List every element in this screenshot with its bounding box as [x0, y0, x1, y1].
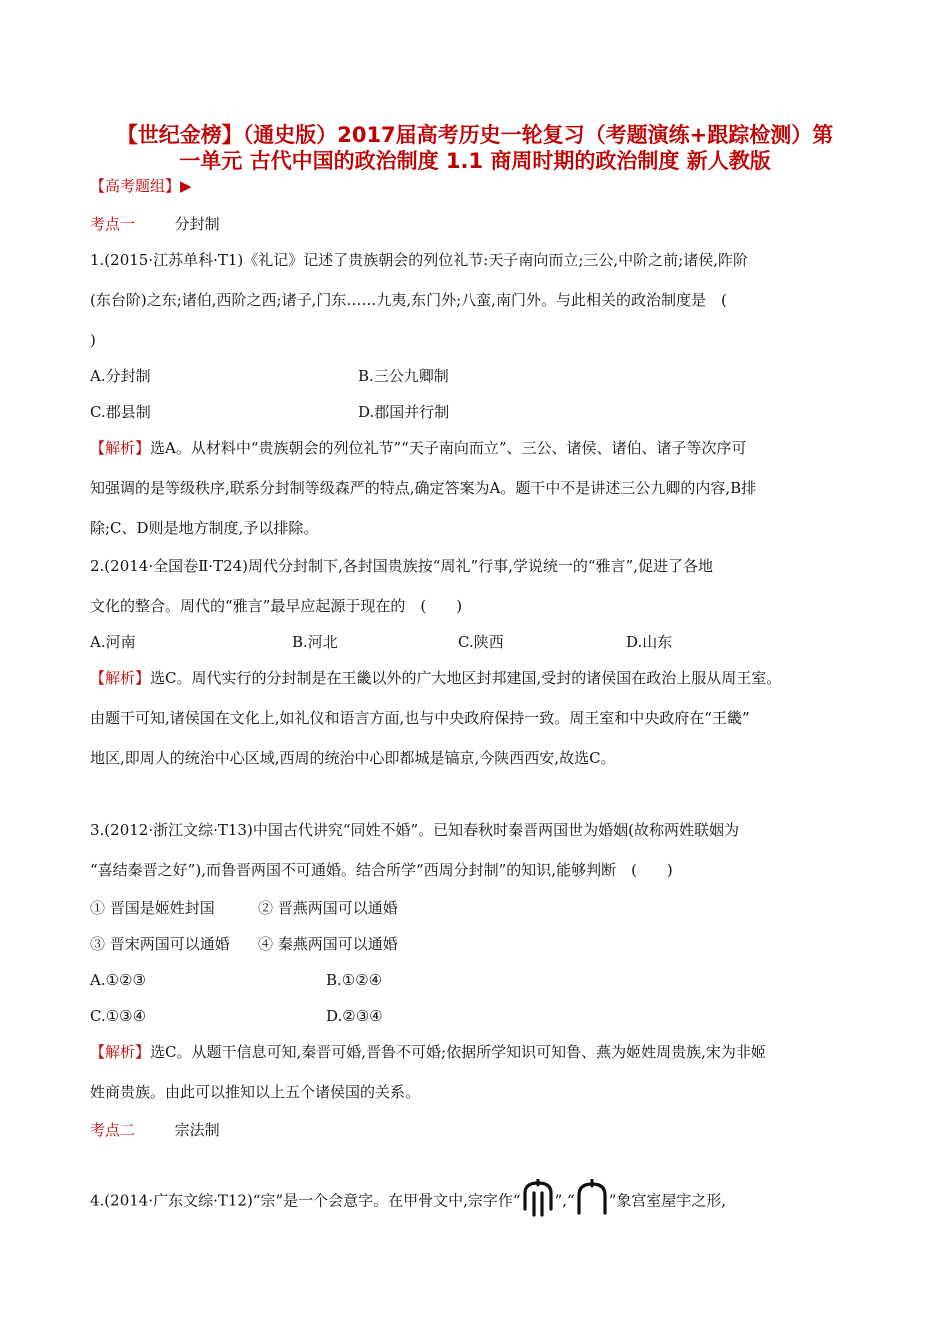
q1-analysis-text-1: 选A。从材料中“贵族朝会的列位礼节”“天子南向而立”、三公、诸侯、诸伯、诸子等次序可 — [150, 439, 747, 457]
q1-stem-line-1: 1.(2015·江苏单科·T1)《礼记》记述了贵族朝会的列位礼节:天子南向而立;三公,中阶之前;诸侯,阼阶 — [90, 251, 748, 269]
kaodian-2-label: 考点二 — [90, 1121, 136, 1139]
q1-option-b: B.三公九卿制 — [358, 367, 449, 385]
q3-item-1: ① 晋国是姬姓封国 — [90, 899, 215, 917]
kaodian-2 — [90, 1120, 220, 1140]
q3-item-3: ③ 晋宋两国可以通婚 — [90, 935, 230, 953]
q2-option-c: C.陕西 — [458, 633, 504, 651]
q4-stem-part-2: ”,“ — [554, 1191, 575, 1210]
section-group-heading: 【高考题组】▶ — [90, 177, 192, 195]
kaodian-1 — [90, 214, 220, 234]
q3-option-a: A.①②③ — [90, 971, 146, 989]
q2-analysis-tag: 【解析】 — [90, 669, 151, 687]
q2-stem-line-2: 文化的整合。周代的“雅言”最早应起源于现在的 ( ) — [90, 597, 463, 615]
q1-analysis-line-3: 除;C、D则是地方制度,予以排除。 — [90, 519, 319, 537]
kaodian-1-label: 考点一 — [90, 215, 136, 233]
q3-stem-line-2: “喜结秦晋之好”),而鲁晋两国不可通婚。结合所学“西周分封制”的知识,能够判断 ( ) — [90, 861, 673, 879]
document-title-line-1: 【世纪金榜】（通史版）2017届高考历史一轮复习（考题演练+跟踪检测）第 — [116, 123, 834, 147]
q1-option-c: C.郡县制 — [90, 403, 151, 421]
q2-option-a: A.河南 — [90, 633, 136, 651]
oracle-bone-zong-glyph — [521, 1179, 555, 1224]
q4-stem-part-3: ”象宫室屋宇之形, — [608, 1191, 727, 1210]
q1-analysis-line-2: 知强调的是等级秩序,联系分封制等级森严的特点,确定答案为A。题干中不是讲述三公九卿的内容,B排 — [90, 479, 757, 497]
q1-option-a: A.分封制 — [90, 367, 151, 385]
q3-analysis-text-1: 选C。从题干信息可知,秦晋可婚,晋鲁不可婚;依据所学知识可知鲁、燕为姬姓周贵族,宋为非姬 — [150, 1043, 766, 1061]
q2-analysis-line-1 — [90, 668, 781, 688]
q2-option-b: B.河北 — [292, 633, 338, 651]
q3-analysis-tag: 【解析】 — [90, 1043, 151, 1061]
kaodian-2-topic: 宗法制 — [174, 1121, 220, 1139]
q3-item-2: ② 晋燕两国可以通婚 — [258, 899, 398, 917]
q1-stem-line-3: ) — [90, 331, 96, 349]
q3-item-4: ④ 秦燕两国可以通婚 — [258, 935, 398, 953]
q2-stem-line-1: 2.(2014·全国卷Ⅱ·T24)周代分封制下,各封国贵族按“周礼”行事,学说统一的“雅言”,促进了各地 — [90, 557, 713, 575]
q3-option-d: D.②③④ — [326, 1007, 383, 1025]
q2-analysis-line-3: 地区,即周人的统治中心区域,西周的统治中心即都城是镐京,今陕西西安,故选C。 — [90, 749, 616, 767]
q3-option-c: C.①③④ — [90, 1007, 147, 1025]
q3-option-b: B.①②④ — [326, 971, 383, 989]
q1-analysis-tag: 【解析】 — [90, 439, 151, 457]
q3-analysis-line-2: 姓商贵族。由此可以推知以上五个诸侯国的关系。 — [90, 1083, 421, 1101]
q4-stem-line-1 — [90, 1179, 726, 1224]
q2-analysis-line-2: 由题干可知,诸侯国在文化上,如礼仪和语言方面,也与中央政府保持一致。周王室和中央政府在“王畿” — [90, 709, 750, 727]
q4-stem-part-1: 4.(2014·广东文综·T12)“宗”是一个会意字。在甲骨文中,宗字作“ — [90, 1191, 521, 1210]
q1-option-d: D.郡国并行制 — [358, 403, 450, 421]
kaodian-1-topic: 分封制 — [174, 215, 220, 233]
q3-analysis-line-1 — [90, 1042, 766, 1062]
q1-stem-line-2: (东台阶)之东;诸伯,西阶之西;诸子,门东……九夷,东门外;八蛮,南门外。与此相关的政治制度是 ( — [90, 291, 727, 309]
q2-option-d: D.山东 — [626, 633, 673, 651]
oracle-bone-roof-glyph — [575, 1179, 609, 1224]
document-title-line-2: 一单元 古代中国的政治制度 1.1 商周时期的政治制度 新人教版 — [179, 149, 771, 173]
q1-analysis-line-1 — [90, 438, 747, 458]
q3-stem-line-1: 3.(2012·浙江文综·T13)中国古代讲究“同姓不婚”。已知春秋时秦晋两国世为婚姻(故称两姓联姻为 — [90, 821, 740, 839]
q2-analysis-text-1: 选C。周代实行的分封制是在王畿以外的广大地区封邦建国,受封的诸侯国在政治上服从周王室。 — [150, 669, 782, 687]
